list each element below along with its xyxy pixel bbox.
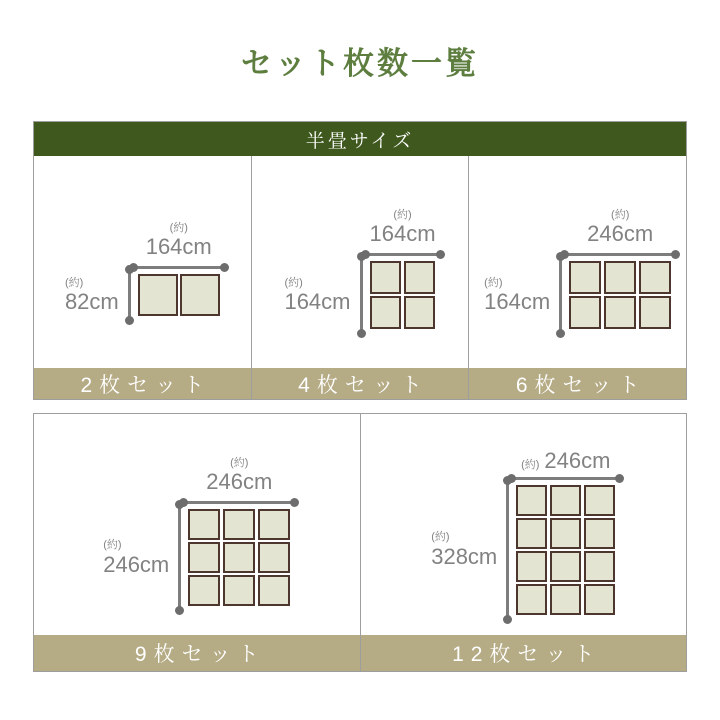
tatami-tile — [223, 542, 255, 573]
tatami-tile — [188, 542, 220, 573]
size-header: 半畳サイズ — [34, 122, 686, 156]
tatami-tile — [370, 296, 401, 329]
tatami-tile — [604, 296, 636, 329]
approx-label: (約) — [284, 276, 303, 289]
width-value: 246cm — [206, 469, 273, 495]
tatami-grid — [138, 274, 220, 316]
width-value: 246cm — [587, 221, 654, 247]
tatami-tile — [138, 274, 178, 316]
tatami-tile — [516, 551, 547, 582]
tatami-tile — [404, 261, 435, 294]
width-dimension — [188, 457, 290, 505]
height-dimension — [431, 485, 509, 615]
width-label — [370, 209, 436, 247]
tatami-grid — [516, 485, 615, 615]
tatami-tile — [188, 575, 220, 606]
approx-label: (約) — [169, 221, 188, 234]
height-value: 328cm — [431, 543, 498, 569]
panel-2-diagram-area — [34, 156, 251, 368]
height-dimension-line — [360, 256, 363, 334]
width-value: 164cm — [145, 234, 212, 260]
panel-4-diagram-area — [252, 156, 469, 368]
width-label — [146, 222, 212, 260]
tatami-grid — [370, 261, 436, 329]
tatami-tile — [550, 551, 581, 582]
approx-label: (約) — [230, 456, 249, 469]
tatami-tile — [516, 485, 547, 516]
height-value: 246cm — [103, 551, 170, 577]
large-sets-box — [33, 413, 687, 672]
tatami-tile — [258, 542, 290, 573]
tatami-tile — [188, 509, 220, 540]
tatami-tile — [639, 296, 671, 329]
width-dimension-line — [564, 253, 676, 256]
width-dimension-line — [511, 477, 620, 480]
width-dimension — [569, 209, 671, 257]
panel-4-footer: 4枚セット — [252, 368, 469, 399]
panel-9-set — [34, 414, 361, 671]
height-label — [65, 277, 119, 315]
page-title: セット枚数一覧 — [241, 46, 479, 81]
width-dimension-line — [133, 266, 225, 269]
tatami-tile — [569, 261, 601, 294]
height-label — [284, 277, 350, 315]
height-dimension-line — [506, 480, 509, 620]
tatami-tile — [584, 584, 615, 615]
panel-4-set — [252, 156, 470, 399]
approx-label: (約) — [521, 458, 540, 471]
panel-12-set — [361, 414, 687, 671]
approx-label: (約) — [64, 276, 84, 289]
tatami-tile — [516, 584, 547, 615]
tatami-diagram-4 — [284, 209, 435, 330]
height-dimension-line — [128, 269, 131, 321]
height-dimension-line — [178, 504, 181, 611]
width-label — [521, 448, 610, 473]
tatami-tile — [180, 274, 220, 316]
approx-label: (約) — [103, 539, 122, 551]
tatami-tile — [550, 518, 581, 549]
panel-2-footer: 2枚セット — [34, 368, 251, 399]
tatami-diagram-12 — [431, 448, 615, 615]
panel-6-diagram-area — [469, 156, 686, 368]
tatami-tile — [569, 296, 601, 329]
tatami-tile — [550, 485, 581, 516]
width-dimension — [516, 448, 615, 480]
panel-9-footer: 9枚セット — [34, 635, 360, 671]
height-value: 164cm — [484, 289, 551, 315]
tatami-tile — [223, 575, 255, 606]
tatami-tile — [223, 509, 255, 540]
tatami-tile — [639, 261, 671, 294]
width-dimension-line — [365, 253, 441, 256]
tatami-diagram-9 — [103, 457, 290, 607]
panel-12-diagram-area — [361, 414, 687, 635]
tatami-tile — [404, 296, 435, 329]
tatami-tile — [604, 261, 636, 294]
height-value: 82cm — [64, 289, 119, 315]
tatami-tile — [584, 551, 615, 582]
width-value: 164cm — [369, 221, 436, 247]
panel-2-set — [34, 156, 252, 399]
height-dimension — [484, 261, 562, 329]
height-dimension — [65, 274, 131, 316]
width-dimension — [138, 222, 220, 270]
panel-12-footer: 12枚セット — [361, 635, 687, 671]
tatami-tile — [258, 575, 290, 606]
tatami-diagram-6 — [484, 209, 671, 330]
tatami-tile — [584, 518, 615, 549]
height-label — [431, 531, 497, 569]
top-panels-row — [34, 156, 686, 399]
approx-label: (約) — [611, 208, 630, 221]
height-dimension-line — [559, 256, 562, 334]
width-value: 246cm — [544, 447, 611, 473]
height-dimension — [284, 261, 362, 329]
height-value: 164cm — [284, 289, 351, 315]
approx-label: (約) — [393, 208, 412, 221]
tatami-tile — [370, 261, 401, 294]
panel-9-diagram-area — [34, 414, 360, 635]
tatami-tile — [584, 485, 615, 516]
height-label — [484, 277, 550, 315]
tatami-grid — [188, 509, 290, 606]
panel-6-set — [469, 156, 686, 399]
panel-6-footer: 6枚セット — [469, 368, 686, 399]
tatami-tile — [550, 584, 581, 615]
height-dimension — [103, 509, 181, 606]
width-dimension-line — [183, 501, 295, 504]
tatami-diagram-2 — [65, 222, 220, 317]
height-label — [103, 539, 169, 577]
tatami-tile — [258, 509, 290, 540]
tatami-tile — [516, 518, 547, 549]
width-label — [587, 209, 653, 247]
tatami-grid — [569, 261, 671, 329]
width-dimension — [370, 209, 436, 257]
approx-label: (約) — [431, 531, 450, 544]
width-label — [206, 457, 272, 495]
half-size-box — [33, 121, 687, 400]
approx-label: (約) — [484, 276, 503, 289]
